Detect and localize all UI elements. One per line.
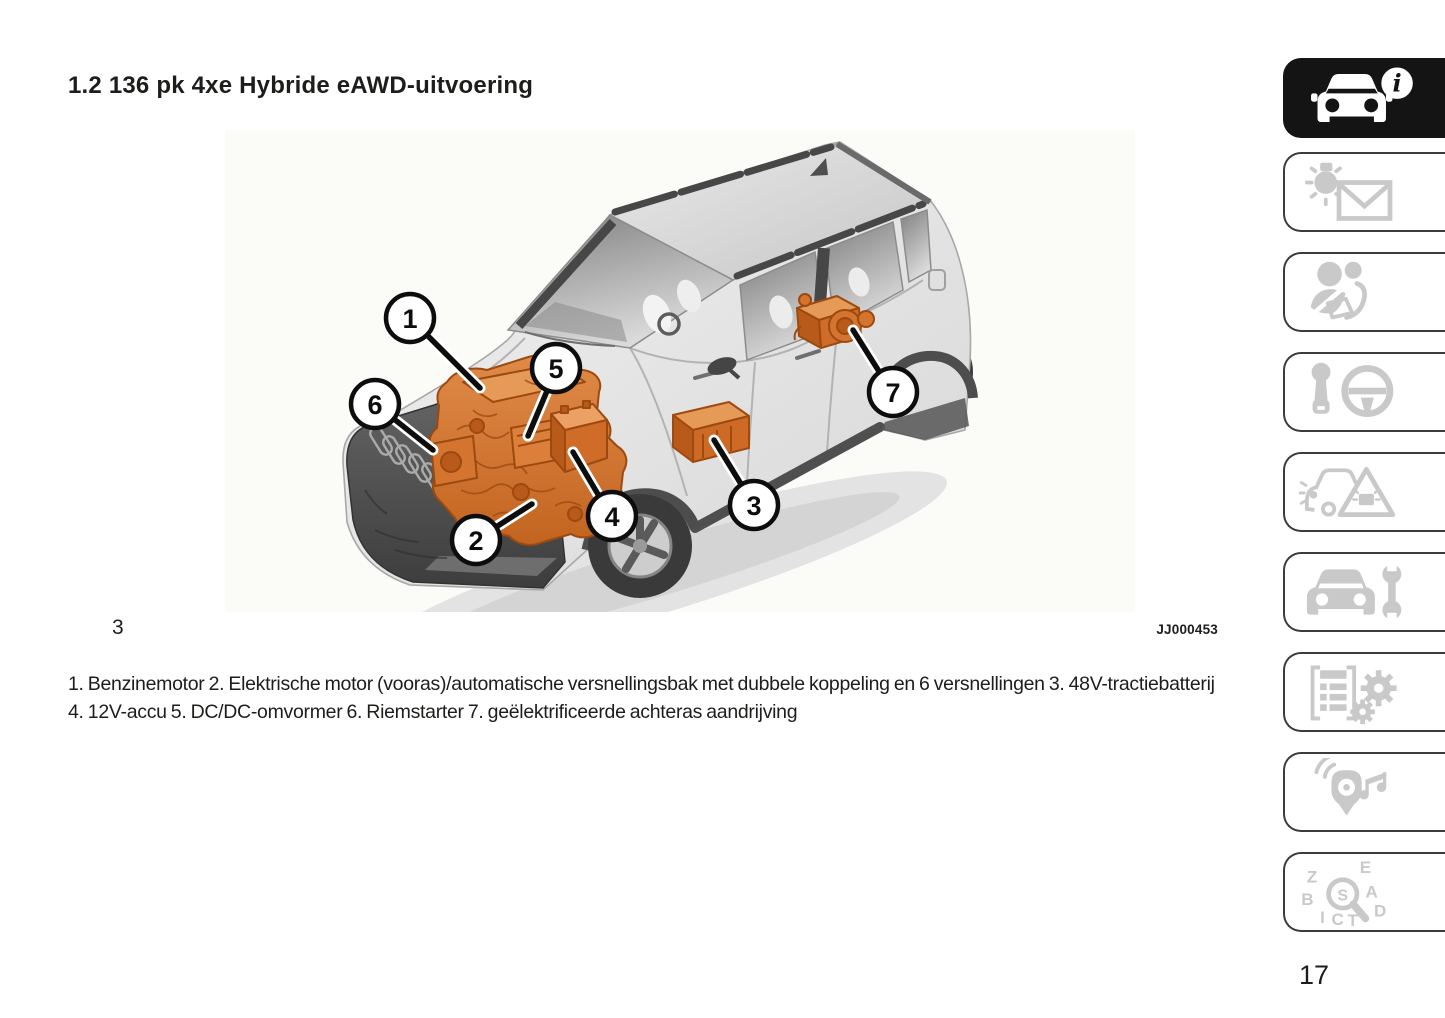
tab-starting-driving[interactable] — [1283, 352, 1445, 432]
tab-maintenance[interactable] — [1283, 552, 1445, 632]
belt-starter — [431, 436, 477, 486]
svg-text:4: 4 — [604, 502, 620, 532]
figure-caption: 1. Benzinemotor 2. Elektrische motor (vooras)/automatische versnellingsbak met dubbele koppeling en 6 versnellingen 3. 48V-tractiebatterij 4. 12V-accu 5. DC/DC-omvormer 6. Riemstarter 7. geëlektrificeerde achteras aandrijving — [68, 673, 1215, 723]
svg-text:I: I — [1320, 908, 1325, 926]
svg-text:1: 1 — [402, 304, 418, 334]
svg-text:C: C — [1331, 910, 1344, 926]
tab-index[interactable] — [1283, 852, 1445, 932]
tab-emergency[interactable] — [1283, 452, 1445, 532]
svg-text:Z: Z — [1306, 867, 1318, 887]
tab-vehicle-info[interactable] — [1283, 58, 1445, 138]
multimedia-pin-icon — [1299, 758, 1413, 826]
svg-text:3: 3 — [746, 491, 762, 521]
svg-text:i: i — [1392, 68, 1402, 98]
tab-multimedia[interactable] — [1283, 752, 1445, 832]
svg-text:6: 6 — [367, 390, 383, 420]
callout-6 — [351, 380, 399, 428]
car-wrench-icon — [1299, 558, 1413, 626]
svg-text:2: 2 — [468, 526, 484, 556]
index-search-icon — [1299, 858, 1413, 926]
callout-7 — [869, 368, 917, 416]
figure-number: 3 — [112, 616, 124, 639]
page-number: 17 — [1298, 960, 1330, 990]
vehicle-illustration — [225, 130, 1135, 612]
callout-5 — [532, 344, 580, 392]
tab-safety[interactable] — [1283, 252, 1445, 332]
callout-3 — [730, 481, 778, 529]
key-envelope-icon — [1299, 158, 1413, 226]
callout-4 — [588, 492, 636, 540]
svg-text:S: S — [1337, 886, 1349, 905]
figure-image-code: JJ000453 — [1156, 622, 1218, 637]
svg-text:7: 7 — [885, 378, 901, 408]
car-info-icon — [1299, 61, 1423, 135]
callout-2 — [452, 516, 500, 564]
page-title: 1.2 136 pk 4xe Hybride eAWD-uitvoering — [68, 72, 534, 99]
tab-key-messages[interactable] — [1283, 152, 1445, 232]
svg-text:E: E — [1359, 858, 1372, 878]
callout-1 — [386, 294, 434, 342]
svg-text:5: 5 — [548, 354, 564, 384]
svg-text:D: D — [1373, 901, 1387, 921]
specs-gears-icon — [1299, 658, 1413, 726]
svg-text:B: B — [1301, 890, 1314, 910]
svg-text:T: T — [1347, 911, 1358, 926]
key-steering-wheel-icon — [1299, 358, 1413, 426]
figure-hybrid-components — [225, 130, 1135, 612]
svg-text:A: A — [1365, 882, 1378, 902]
car-warning-triangle-icon — [1299, 458, 1413, 526]
tab-technical-data[interactable] — [1283, 652, 1445, 732]
airbag-person-icon — [1299, 258, 1413, 326]
